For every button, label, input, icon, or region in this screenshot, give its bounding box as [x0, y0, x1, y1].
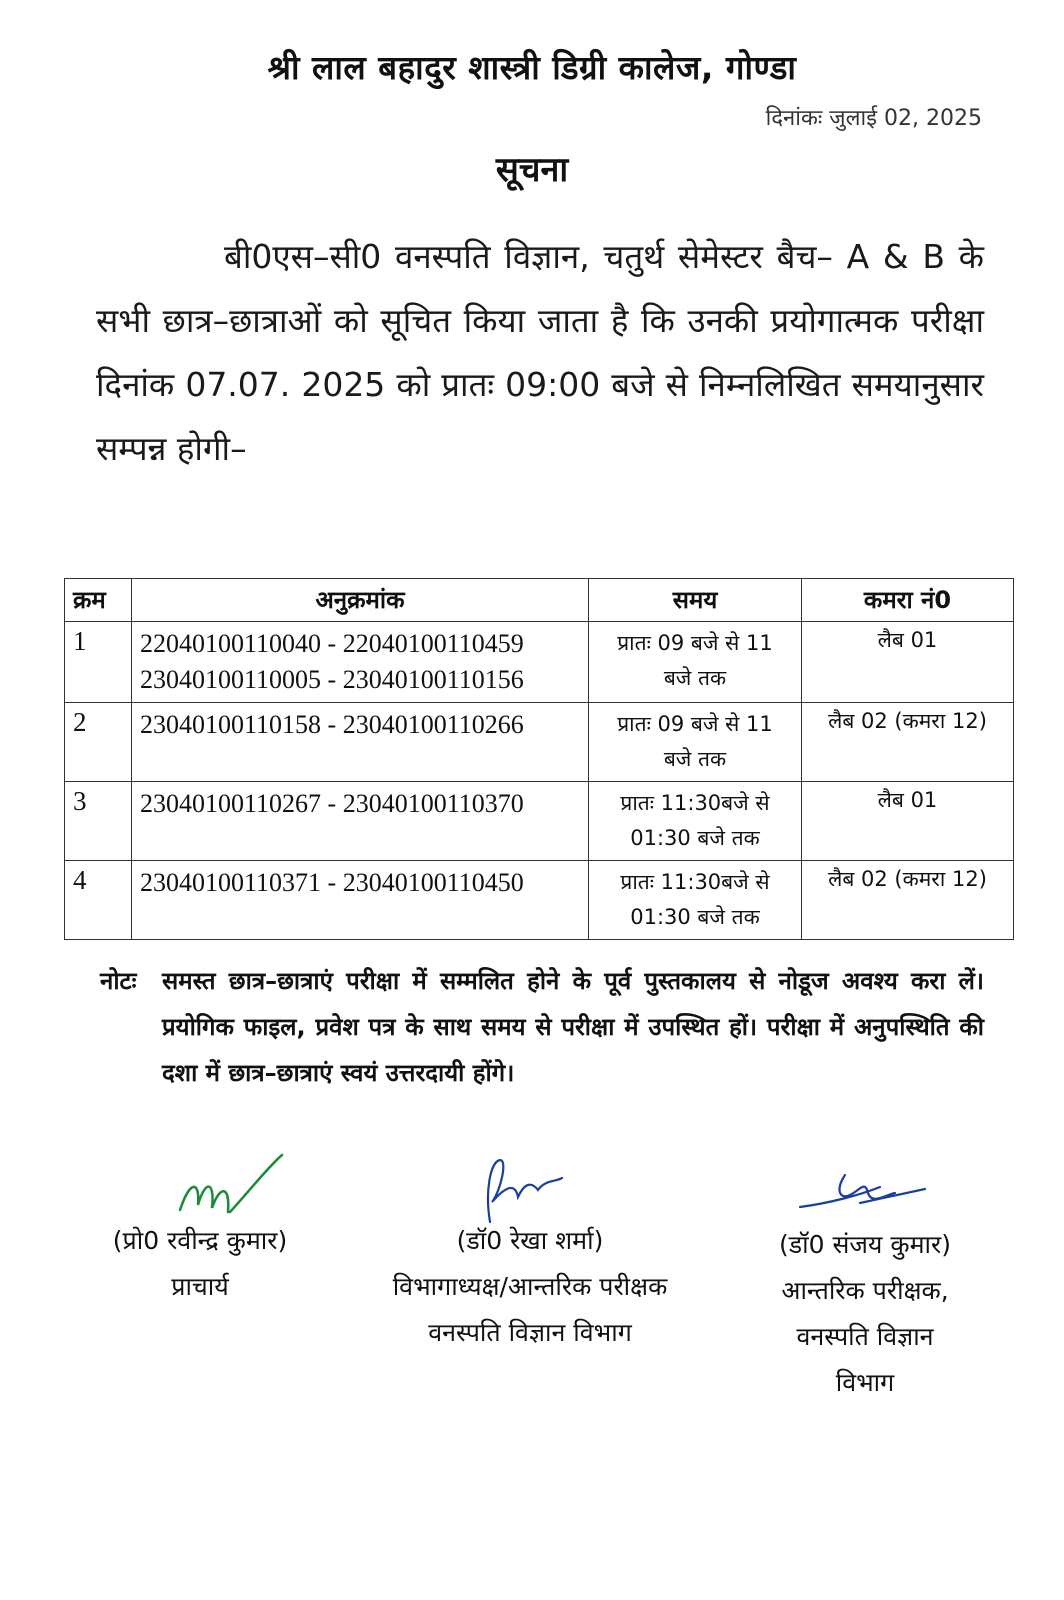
table-header-row: [65, 579, 1014, 622]
examiner-signature-mark: [790, 1165, 930, 1225]
serial-number: 4: [65, 861, 132, 940]
signatory-designation: विभागाध्यक्ष/आन्तरिक परीक्षक: [392, 1272, 668, 1301]
exam-time: [589, 782, 802, 861]
note-block: [100, 958, 984, 1096]
roll-range-line: 23040100110267 - 23040100110370: [140, 789, 524, 818]
notice-date: दिनांकः जुलाई 02, 2025: [765, 106, 982, 131]
notice-paragraph: बी0एस–सी0 वनस्पति विज्ञान, चतुर्थ सेमेस्टर बैच– A & B के सभी छात्र–छात्राओं को सूचित किया जाता है कि उनकी प्रयोगात्मक परीक्षा दिनांक 07.07. 2025 को प्रातः 09:00 बजे से निम्नलिखित समयानुसार सम्पन्न होगी–: [96, 237, 984, 468]
room-number: लैब 02 (कमरा 12): [802, 861, 1014, 940]
table-row: [65, 782, 1014, 861]
time-line: प्रातः 11:30बजे से: [620, 870, 770, 894]
signatory-designation: आन्तरिक परीक्षक,: [781, 1276, 949, 1305]
column-header-sn: क्रम: [65, 579, 132, 622]
signatory-principal: [70, 1218, 330, 1310]
signatory-name: (डॉ0 संजय कुमार): [779, 1230, 951, 1259]
signatory-department: वनस्पति विज्ञान विभाग: [428, 1318, 632, 1347]
college-name: श्री लाल बहादुर शास्त्री डिग्री कालेज, गोण्डा: [267, 48, 797, 87]
exam-time: [589, 622, 802, 703]
time-line: प्रातः 11:30बजे से: [620, 791, 770, 815]
table-row: [65, 622, 1014, 703]
time-line: 01:30 बजे तक: [630, 905, 760, 929]
column-header-time: समय: [589, 579, 802, 622]
serial-number: 3: [65, 782, 132, 861]
column-header-room: कमरा नं0: [802, 579, 1014, 622]
note-label: नोटः: [100, 967, 137, 995]
roll-number-range: [132, 703, 589, 782]
time-line: 01:30 बजे तक: [630, 826, 760, 850]
signatory-name: (डॉ0 रेखा शर्मा): [456, 1226, 604, 1255]
schedule-table: [64, 578, 1014, 940]
roll-range-line: 23040100110158 - 23040100110266: [140, 710, 524, 739]
roll-range-line: 22040100110040 - 22040100110459: [140, 629, 524, 658]
time-line: प्रातः 09 बजे से 11: [617, 631, 773, 655]
room-number: लैब 01: [802, 782, 1014, 861]
signatory-designation: प्राचार्य: [171, 1272, 229, 1301]
room-number: लैब 02 (कमरा 12): [802, 703, 1014, 782]
signatory-department-2: विभाग: [835, 1368, 895, 1397]
note-text: समस्त छात्र–छात्राएं परीक्षा में सम्मलित होने के पूर्व पुस्तकालय से नोडूज अवश्य करा लें। प्रयोगिक फाइल, प्रवेश पत्र के साथ समय से परीक्षा में उपस्थित हों। परीक्षा में अनुपस्थिति की दशा में छात्र–छात्राएं स्वयं उत्तरदायी होंगे।: [162, 967, 984, 1087]
roll-range-line: 23040100110005 - 23040100110156: [140, 665, 524, 694]
signatory-internal-examiner: [740, 1222, 990, 1406]
serial-number: 1: [65, 622, 132, 703]
column-header-roll-numbers: अनुक्रमांक: [132, 579, 589, 622]
roll-number-range: [132, 622, 589, 703]
exam-time: [589, 703, 802, 782]
time-line: प्रातः 09 बजे से 11: [617, 712, 773, 736]
room-number: लैब 01: [802, 622, 1014, 703]
signatory-hod: [340, 1218, 720, 1356]
roll-number-range: [132, 782, 589, 861]
serial-number: 2: [65, 703, 132, 782]
table-row: [65, 861, 1014, 940]
time-line: बजे तक: [663, 666, 727, 690]
table-row: [65, 703, 1014, 782]
time-line: बजे तक: [663, 747, 727, 771]
roll-range-line: 23040100110371 - 23040100110450: [140, 868, 524, 897]
exam-time: [589, 861, 802, 940]
signatory-department: वनस्पति विज्ञान: [796, 1322, 934, 1351]
signatory-name: (प्रो0 रवीन्द्र कुमार): [112, 1226, 288, 1255]
notice-title: सूचना: [495, 150, 569, 190]
roll-number-range: [132, 861, 589, 940]
